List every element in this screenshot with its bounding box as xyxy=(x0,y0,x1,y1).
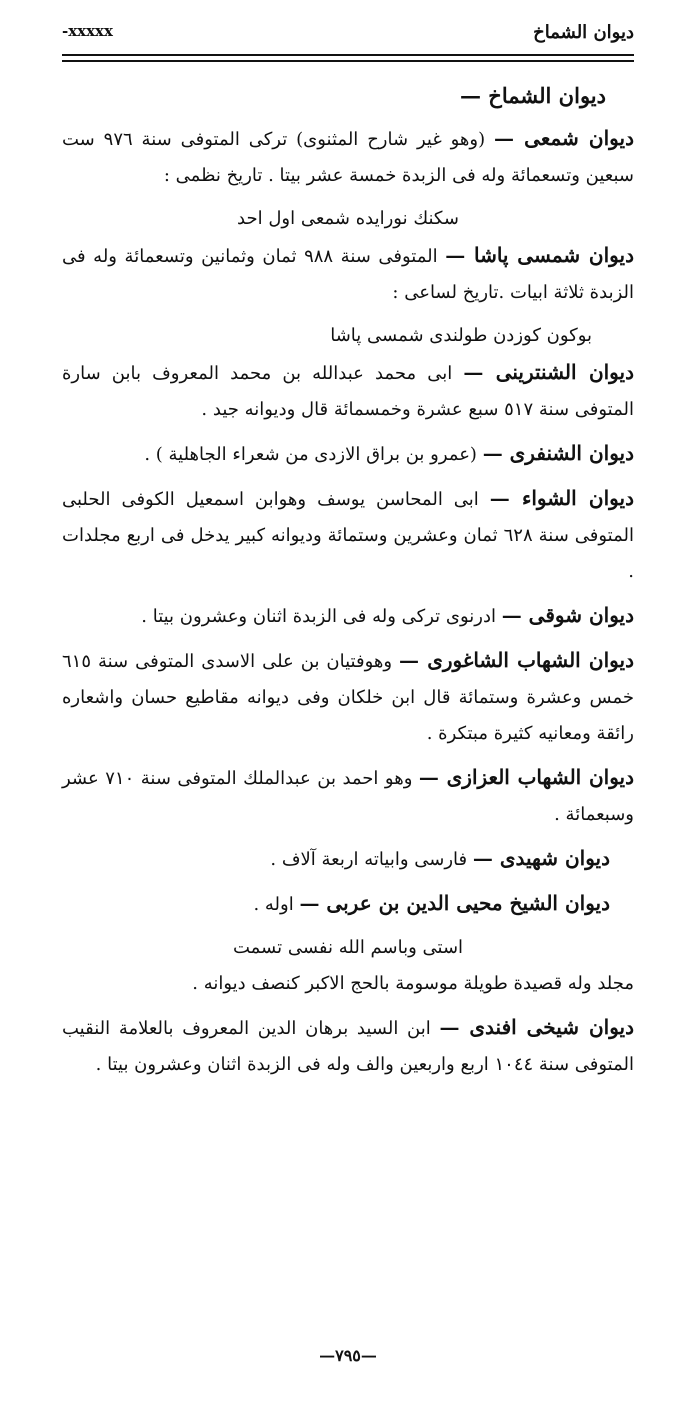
entry-head: ديوان شمسى پاشا — xyxy=(445,243,634,267)
entry-head: ديوان الشنفرى — xyxy=(482,441,634,465)
verse-1: سكنك نورايده شمعى اول احد xyxy=(237,208,459,229)
page-body xyxy=(62,78,634,1335)
entry-head: ديوان شيخى افندى — xyxy=(439,1015,634,1039)
entry-text: فارسى وابياته اربعة آلاف . xyxy=(270,849,468,870)
header-rule-bottom xyxy=(62,60,634,62)
entry-shaykhi-efendi xyxy=(62,1009,634,1083)
page-number: —٧٩٥— xyxy=(319,1346,377,1365)
running-header xyxy=(62,18,634,52)
entry-head: ديوان الشنترينى — xyxy=(463,360,634,384)
entry-text: ابى محمد عبدالله بن محمد المعروف بابن سارة المتوفى سنة ٥١٧ سبع عشرة وخمسمائة قال وديوانه جيد . xyxy=(62,363,634,420)
entry-text: ادرنوى تركى وله فى الزبدة اثنان وعشرون بيتا . xyxy=(141,606,496,627)
entry-shanfara xyxy=(62,435,634,473)
header-rule-top xyxy=(62,54,634,56)
entry-shantarini xyxy=(62,354,634,428)
entry-text: (عمرو بن براق الازدى من شعراء الجاهلية ) . xyxy=(144,444,477,465)
entry-azazi xyxy=(62,759,634,833)
entry-text: ابن السيد برهان الدين المعروف بالعلامة النقيب المتوفى سنة ١٠٤٤ اربع واربعين والف وله فى الزبدة اثنان وعشرون بيتا . xyxy=(62,1018,634,1075)
verse-2: بوكون كوزدن طولندى شمسى پاشا xyxy=(330,325,592,346)
running-code: -xxxxx xyxy=(62,22,113,40)
entry-shamʿi xyxy=(62,120,634,194)
entry-text: وهوفتيان بن على الاسدى المتوفى سنة ٦١٥ خمس وعشرة وستمائة قال ابن خلكان وفى ديوانه مقاطيع حسان واشعاره رائقة ومعانيه كثيرة مبتكرة . xyxy=(62,651,634,744)
entry-text: اوله . xyxy=(253,894,294,915)
entry-head: ديوان شمعى — xyxy=(494,126,634,150)
entry-shaghuri xyxy=(62,642,634,752)
entry-text: ابى المحاسن يوسف وهوابن اسمعيل الكوفى الحلبى المتوفى سنة ٦٢٨ ثمان وعشرين وستمائة وديوانه كبير يدخل فى اربع مجلدات . xyxy=(62,489,634,582)
entry-head: ديوان شوقى — xyxy=(501,603,634,627)
entry-head: ديوان شهيدى — xyxy=(472,846,610,870)
section-title: ديوان الشماخ — xyxy=(460,83,606,108)
verse-3: استى وباسم الله نفسى تسمت xyxy=(232,937,464,958)
running-title: ديوان الشماخ xyxy=(533,22,634,43)
entry-shahidi xyxy=(62,840,634,878)
entry-shamsi-pasha xyxy=(62,237,634,311)
entry-head: ديوان الشهاب العزازى — xyxy=(418,765,635,789)
entry-head: ديوان الشواء — xyxy=(489,486,634,510)
entry-text: (وهو غير شارح المثنوى) تركى المتوفى سنة ٩٧٦ ست سبعين وتسعمائة وله فى الزبدة خمسة عشر بيتا . تاريخ نظمى : xyxy=(62,129,634,186)
entry-ibn-arabi xyxy=(62,885,634,923)
entry-head: ديوان الشهاب الشاغورى — xyxy=(399,648,634,672)
entry-head: ديوان الشيخ محيى الدين بن عربى — xyxy=(299,891,610,915)
entry-ibn-arabi-continued: مجلد وله قصيدة طويلة موسومة بالحج الاكبر كنصف ديوانه . xyxy=(192,973,634,994)
entry-shawqi xyxy=(62,597,634,635)
entry-text: وهو احمد بن عبدالملك المتوفى سنة ٧١٠ عشر وسبعمائة . xyxy=(62,768,634,825)
entry-text: المتوفى سنة ٩٨٨ ثمان وثمانين وتسعمائة وله فى الزبدة ثلاثة ابيات .تاريخ لساعى : xyxy=(62,246,634,303)
entry-shawwa xyxy=(62,480,634,590)
